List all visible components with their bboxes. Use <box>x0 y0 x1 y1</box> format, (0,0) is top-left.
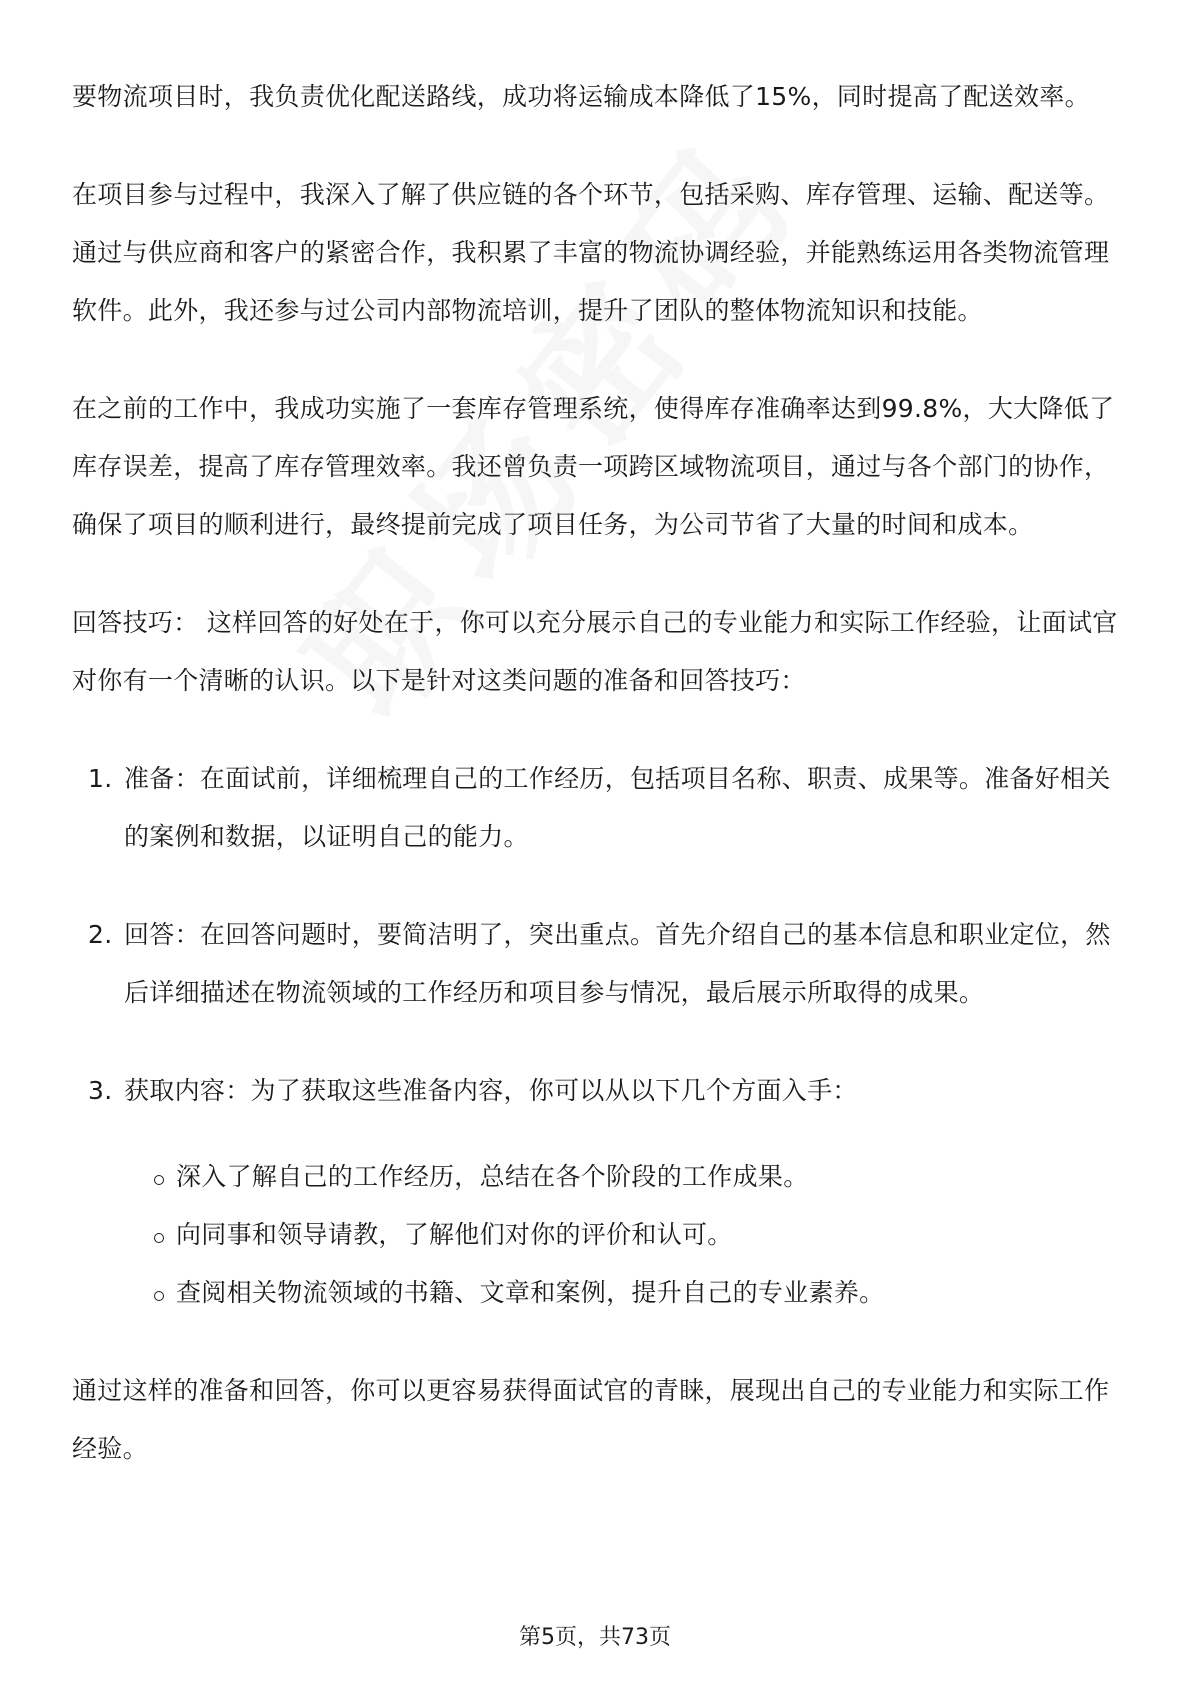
step-text: 准备：在面试前，详细梳理自己的工作经历，包括项目名称、职责、成果等。准备好相关的案例和数据，以证明自己的能力。 <box>124 764 1111 851</box>
step-item-get-content <box>72 1062 1118 1120</box>
step-text: 回答：在回答问题时，要简洁明了，突出重点。首先介绍自己的基本信息和职业定位，然后详细描述在物流领域的工作经历和项目参与情况，最后展示所取得的成果。 <box>124 920 1111 1007</box>
step-number: 2. <box>88 920 113 949</box>
sub-item <box>72 1148 1118 1206</box>
paragraph-project-participation: 在项目参与过程中，我深入了解了供应链的各个环节，包括采购、库存管理、运输、配送等。通过与供应商和客户的紧密合作，我积累了丰富的物流协调经验，并能熟练运用各类物流管理软件。此外，我还参与过公司内部物流培训，提升了团队的整体物流知识和技能。 <box>72 180 1110 325</box>
steps-list <box>72 750 1118 1120</box>
paragraph-previous-work: 在之前的工作中，我成功实施了一套库存管理系统，使得库存准确率达到99.8%，大大降低了库存误差，提高了库存管理效率。我还曾负责一项跨区域物流项目，通过与各个部门的协作，确保了项目的顺利进行，最终提前完成了项目任务，为公司节省了大量的时间和成本。 <box>72 394 1115 539</box>
hollow-circle-bullet-icon <box>154 1175 164 1185</box>
step-number: 3. <box>88 1076 113 1105</box>
hollow-circle-bullet-icon <box>154 1233 164 1243</box>
sub-item-text: 查阅相关物流领域的书籍、文章和案例，提升自己的专业素养。 <box>176 1278 885 1307</box>
page-number-footer: 第5页，共73页 <box>519 1625 671 1650</box>
step-text: 获取内容：为了获取这些准备内容，你可以从以下几个方面入手： <box>124 1076 858 1105</box>
sub-items-list <box>72 1148 1118 1322</box>
paragraph-closing: 通过这样的准备和回答，你可以更容易获得面试官的青睐，展现出自己的专业能力和实际工作经验。 <box>72 1376 1110 1463</box>
sub-item-text: 深入了解自己的工作经历，总结在各个阶段的工作成果。 <box>176 1162 809 1191</box>
step-item-answer <box>72 906 1118 1022</box>
paragraph-answer-tips: 回答技巧： 这样回答的好处在于，你可以充分展示自己的专业能力和实际工作经验，让面试官对你有一个清晰的认识。以下是针对这类问题的准备和回答技巧： <box>72 608 1118 695</box>
sub-item <box>72 1264 1118 1322</box>
step-item-prepare <box>72 750 1118 866</box>
paragraph-project-intro: 要物流项目时，我负责优化配送路线，成功将运输成本降低了15%，同时提高了配送效率。 <box>72 82 1090 111</box>
document-body <box>72 68 1118 1518</box>
hollow-circle-bullet-icon <box>154 1291 164 1301</box>
sub-item-text: 向同事和领导请教，了解他们对你的评价和认可。 <box>176 1220 733 1249</box>
sub-items-block <box>72 1148 1118 1322</box>
sub-item <box>72 1206 1118 1264</box>
step-number: 1. <box>88 764 113 793</box>
